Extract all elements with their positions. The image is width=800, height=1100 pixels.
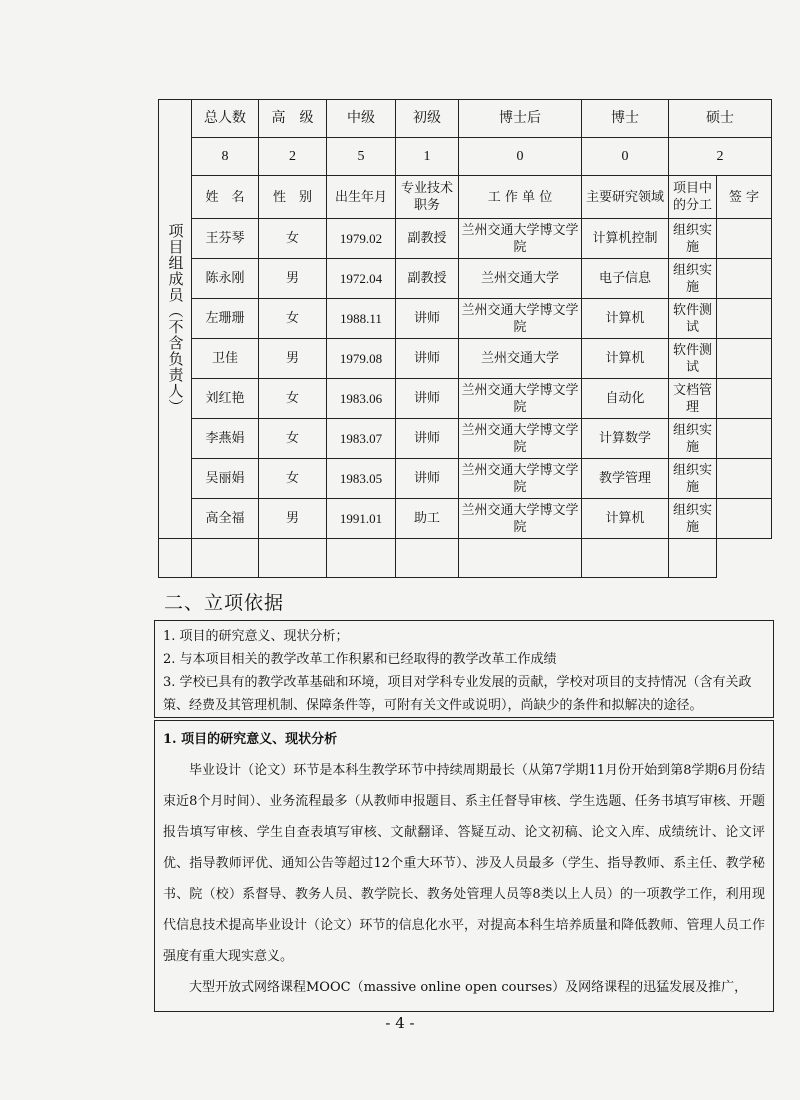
member-sign [717, 419, 772, 459]
member-birth: 1979.02 [327, 219, 396, 259]
analysis-paragraph: 大型开放式网络课程MOOC（massive online open courses）及网络课程的迅猛发展及推广， [189, 980, 748, 995]
member-unit: 兰州交通大学博文学院 [459, 499, 582, 539]
member-row-empty [159, 539, 772, 578]
member-field: 自动化 [582, 379, 669, 419]
member-header: 签 字 [717, 176, 772, 219]
member-gender: 男 [259, 259, 327, 299]
summary-value: 5 [327, 138, 396, 176]
member-sign [717, 259, 772, 299]
member-sign [717, 219, 772, 259]
prompt-item: 1. 项目的研究意义、现状分析； [163, 629, 349, 644]
summary-value: 0 [582, 138, 669, 176]
member-gender: 女 [259, 419, 327, 459]
member-field: 计算机控制 [582, 219, 669, 259]
member-birth: 1983.07 [327, 419, 396, 459]
member-field: 电子信息 [582, 259, 669, 299]
summary-header: 总人数 [192, 100, 259, 138]
empty-cell [669, 539, 717, 578]
member-gender: 女 [259, 219, 327, 259]
member-sign [717, 459, 772, 499]
member-birth: 1991.01 [327, 499, 396, 539]
member-unit: 兰州交通大学博文学院 [459, 379, 582, 419]
member-sign [717, 299, 772, 339]
member-header: 主要研究领域 [582, 176, 669, 219]
member-title: 副教授 [396, 219, 459, 259]
member-field: 计算机 [582, 499, 669, 539]
member-unit: 兰州交通大学博文学院 [459, 459, 582, 499]
member-birth: 1983.06 [327, 379, 396, 419]
member-gender: 男 [259, 499, 327, 539]
member-row [159, 459, 772, 499]
summary-value: 1 [396, 138, 459, 176]
analysis-box [154, 720, 774, 1012]
member-header: 性 别 [259, 176, 327, 219]
member-title: 讲师 [396, 419, 459, 459]
member-header: 项目中的分工 [669, 176, 717, 219]
member-header-row [159, 176, 772, 219]
member-birth: 1972.04 [327, 259, 396, 299]
empty-cell [259, 539, 327, 578]
empty-cell [192, 539, 259, 578]
summary-value: 8 [192, 138, 259, 176]
member-row [159, 299, 772, 339]
member-title: 讲师 [396, 379, 459, 419]
member-role: 组织实施 [669, 259, 717, 299]
member-title: 讲师 [396, 459, 459, 499]
members-label: 项目组成员（不含负责人） [166, 223, 185, 415]
member-title: 助工 [396, 499, 459, 539]
member-header: 工 作 单 位 [459, 176, 582, 219]
summary-header: 硕士 [669, 100, 772, 138]
summary-header: 中级 [327, 100, 396, 138]
prompt-item: 2. 与本项目相关的教学改革工作积累和已经取得的教学改革工作成绩 [163, 652, 557, 667]
member-unit: 兰州交通大学博文学院 [459, 419, 582, 459]
member-row [159, 379, 772, 419]
empty-cell [396, 539, 459, 578]
member-row [159, 419, 772, 459]
member-role: 组织实施 [669, 499, 717, 539]
member-sign [717, 379, 772, 419]
prompt-box [154, 620, 774, 718]
empty-cell [459, 539, 582, 578]
member-title: 副教授 [396, 259, 459, 299]
member-name: 李燕娟 [192, 419, 259, 459]
member-unit: 兰州交通大学 [459, 259, 582, 299]
member-name: 左珊珊 [192, 299, 259, 339]
member-field: 教学管理 [582, 459, 669, 499]
member-sign [717, 339, 772, 379]
member-birth: 1979.08 [327, 339, 396, 379]
members-label-cell [159, 100, 192, 539]
member-birth: 1983.05 [327, 459, 396, 499]
member-sign [717, 499, 772, 539]
summary-header: 博士后 [459, 100, 582, 138]
member-header: 姓 名 [192, 176, 259, 219]
member-field: 计算数学 [582, 419, 669, 459]
member-title: 讲师 [396, 339, 459, 379]
empty-cell [327, 539, 396, 578]
member-unit: 兰州交通大学 [459, 339, 582, 379]
prompt-item: 3. 学校已具有的教学改革基础和环境，项目对学科专业发展的贡献，学校对项目的支持情况（含有关政策、经费及其管理机制、保障条件等，可附有关文件或说明），尚缺少的条件和拟解决的途径。 [163, 675, 752, 713]
section-title: 二、立项依据 [164, 592, 285, 614]
member-gender: 女 [259, 299, 327, 339]
member-header: 专业技术职务 [396, 176, 459, 219]
summary-header: 博士 [582, 100, 669, 138]
member-unit: 兰州交通大学博文学院 [459, 219, 582, 259]
member-row [159, 259, 772, 299]
page-number: - 4 - [385, 1014, 415, 1032]
member-role: 软件测试 [669, 339, 717, 379]
member-role: 文档管理 [669, 379, 717, 419]
analysis-paragraph: 毕业设计（论文）环节是本科生教学环节中持续周期最长（从第7学期11月份开始到第8学期6月份结束近8个月时间）、业务流程最多（从教师申报题目、系主任督导审核、学生选题、任务书填写审核、开题报告填写审核、学生自查表填写审核、文献翻译、答疑互动、论文初稿、论文入库、成绩统计、论文评优、指导教师评优、通知公告等超过12个重大环节）、涉及人员最多（学生、指导教师、系主任、教学秘书、院（校）系督导、教务人员、教学院长、教务处管理人员等8类以上人员）的一项教学工作，利用现代信息技术提高毕业设计（论文）环节的信息化水平，对提高本科生培养质量和降低教师、管理人员工作强度有重大现实意义。 [163, 763, 765, 964]
member-name: 王芬琴 [192, 219, 259, 259]
member-name: 刘红艳 [192, 379, 259, 419]
member-gender: 男 [259, 339, 327, 379]
summary-value-row [159, 138, 772, 176]
member-title: 讲师 [396, 299, 459, 339]
summary-header: 初级 [396, 100, 459, 138]
member-role: 组织实施 [669, 419, 717, 459]
member-row [159, 339, 772, 379]
member-gender: 女 [259, 379, 327, 419]
member-field: 计算机 [582, 299, 669, 339]
member-name: 高全福 [192, 499, 259, 539]
member-unit: 兰州交通大学博文学院 [459, 299, 582, 339]
summary-value: 2 [259, 138, 327, 176]
member-role: 软件测试 [669, 299, 717, 339]
member-name: 吴丽娟 [192, 459, 259, 499]
member-header: 出生年月 [327, 176, 396, 219]
empty-cell [159, 539, 192, 578]
members-table [158, 99, 772, 578]
analysis-heading: 1. 项目的研究意义、现状分析 [163, 732, 338, 747]
member-role: 组织实施 [669, 459, 717, 499]
member-role: 组织实施 [669, 219, 717, 259]
summary-value: 2 [669, 138, 772, 176]
summary-header: 高 级 [259, 100, 327, 138]
summary-header-row [159, 100, 772, 138]
member-gender: 女 [259, 459, 327, 499]
member-name: 陈永刚 [192, 259, 259, 299]
member-birth: 1988.11 [327, 299, 396, 339]
member-name: 卫佳 [192, 339, 259, 379]
member-row [159, 219, 772, 259]
member-field: 计算机 [582, 339, 669, 379]
member-row [159, 499, 772, 539]
summary-value: 0 [459, 138, 582, 176]
empty-cell [582, 539, 669, 578]
